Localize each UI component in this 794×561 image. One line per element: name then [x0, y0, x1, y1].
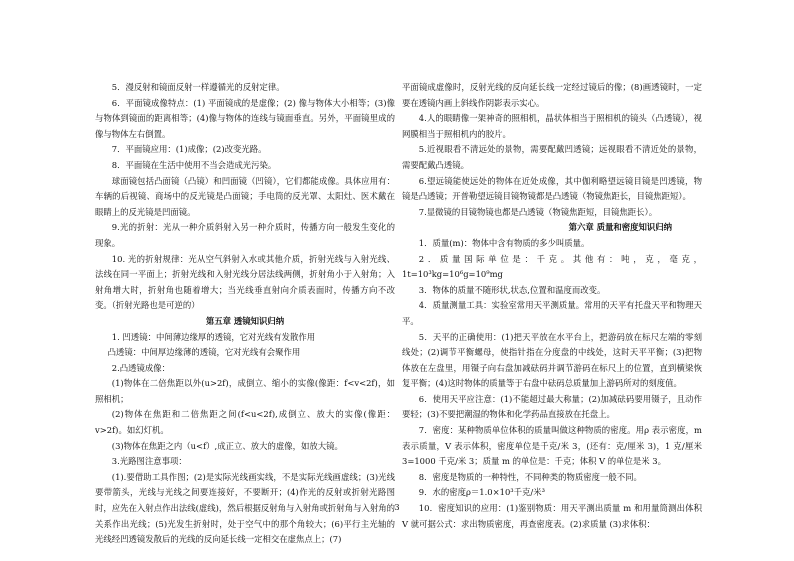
paragraph: 8．平面镜在生活中使用不当会造成光污染。	[111, 159, 277, 170]
paragraph: 7.显微镜的目镜物镜也都是凸透镜（物镜焦距短，目镜焦距长）。	[418, 206, 658, 217]
paragraph: 凸透镜：中间厚边缘薄的透镜，它对光线有会聚作用	[107, 347, 301, 358]
paragraph: (2)物体在焦距和二倍焦距之间(f<u<2f),成倒立、放大的实像(像距：v>2f)。如幻灯机。	[95, 409, 395, 436]
paragraph: 平面镜成虚像时，反射光线的反向延长线一定经过镜后的像；(8)画透镜时，一定要在透镜内画上斜线作阴影表示实心。	[402, 82, 702, 108]
paragraph: 1. 凹透镜：中间薄边缘厚的透镜，它对光线有发散作用	[111, 331, 316, 342]
paragraph: 10. 光的折射规律：光从空气斜射入水或其他介质，折射光线与入射光线、法线在同一平面上；折射光线和入射光线分居法线两侧，折射角小于入射角；入射角增大时，折射角也随着增大；当光线垂直射向介质表面时，传播方向不改变。（折射光路也是可逆的）	[95, 253, 395, 311]
paragraph: (1)物体在二倍焦距以外(u>2f)，成倒立、缩小的实像(像距：f<v<2f)，如照相机；	[95, 378, 395, 404]
paragraph: 3.光路图注意事项：	[111, 456, 187, 467]
paragraph: (1).要借助工具作图；(2)是实际光线画实线，不是实际光线画虚线；(3)光线要带箭头，光线与光线之间要连接好，不要断开；(4)作光的反射或折射光路图时，应先在入射点作出法线(虚线)，然后根据反射角与入射角或折射角与入射角的关系作出光线；(5)光发生折射时，处于空气中的那个角较大；(6)平行主光轴的光线经凹透镜发散后的光线的反向延长线一定相交在虚焦点上；(7)	[95, 471, 395, 545]
paragraph: 3．物体的质量不随形状,状态,位置和温度而改变。	[418, 284, 606, 295]
chapter-5-heading: 第五章 透镜知识归纳	[205, 315, 285, 326]
paragraph: 7．平面镜应用：(1)成像；(2)改变光路。	[111, 144, 267, 155]
paragraph: 6．使用天平应注意：(1)不能超过最大称量；(2)加减砝码要用镊子，且动作要轻；(3)不要把潮湿的物体和化学药品直接放在托盘上。	[402, 393, 702, 420]
paragraph: 10．密度知识的应用：(1)鉴别物质：用天平测出质量 m 和用量筒测出体积 V 就可据公式：求出物质密度，再查密度表。(2)求质量 (3)求体积：	[402, 503, 702, 529]
paragraph: 5．漫反射和镜面反射一样遵循光的反射定律。	[111, 82, 285, 92]
paragraph: 5.近视眼看不清远处的景物，需要配戴凹透镜；远视眼看不清近处的景物，需要配戴凸透镜。	[402, 144, 702, 170]
paragraph: 9.光的折射：光从一种介质斜射入另一种介质时，传播方向一般发生变化的现象。	[95, 222, 395, 248]
paragraph: 8．密度是物质的一种特性，不同种类的物质密度一般不同。	[418, 471, 642, 482]
paragraph: 9．水的密度ρ＝1.0×10³千克/米³	[418, 487, 545, 498]
page-number: 3	[394, 503, 400, 512]
paragraph: 7．密度：某种物质单位体积的质量叫做这种物质的密度。用ρ 表示密度，m 表示质量，V 表示体积，密度单位是千克/米 3，(还有：克/厘米 3)，1 克/厘米 3=1000 千克/米 3；质量 m 的单位是：千克；体积 V 的单位是米 3。	[402, 425, 702, 467]
paragraph: 4．质量测量工具：实验室常用天平测质量。常用的天平有托盘天平和物理天平。	[402, 300, 702, 326]
paragraph: 1．质量(m)：物体中含有物质的多少叫质量。	[418, 237, 590, 248]
paragraph: (3)物体在焦距之内（u<f）,成正立、放大的虚像，如放大镜。	[111, 440, 343, 451]
paragraph: 5．天平的正确使用：(1)把天平放在水平台上，把游码放在标尺左端的零刻线处；(2)调节平衡螺母，使指针指在分度盘的中线处，这时天平平衡；(3)把物体放在左盘里，用镊子向右盘加减砝码并调节游码在标尺上的位置，直到横梁恢复平衡；(4)这时物体的质量等于右盘中砝码总质量加上游码所对的刻度值。	[402, 331, 702, 389]
paragraph: 6.望远镜能使远处的物体在近处成像，其中伽利略望远镜目镜是凹透镜，物镜是凸透镜；开普勒望远镜目镜物镜都是凸透镜（物镜焦距长，目镜焦距短）。	[402, 175, 702, 202]
paragraph: 2.凸透镜成像：	[111, 362, 171, 373]
chapter-6-heading: 第六章 质量和密度知识归纳	[568, 222, 672, 233]
paragraph: 6．平面镜成像特点：(1) 平面镜成的是虚像；(2) 像与物体大小相等；(3)像与物体到镜面的距离相等；(4)像与物体的连线与镜面垂直。另外，平面镜里成的像与物体左右倒置。	[95, 97, 395, 139]
paragraph: 2．质量国际单位是：千克。其他有：吨，克，毫克，1t=10³kg=10⁶g=10⁹mg	[402, 253, 702, 280]
left-column	[95, 80, 395, 548]
paragraph: 4.人的眼睛像一架神奇的照相机，晶状体相当于照相机的镜头（凸透镜），视网膜相当于照相机内的胶片。	[402, 113, 702, 139]
paragraph: 球面镜包括凸面镜（凸镜）和凹面镜（凹镜），它们都能成像。具体应用有：车辆的后视镜、商场中的反光镜是凸面镜；手电筒的反光罩、太阳灶、医术戴在眼睛上的反光镜是凹面镜。	[95, 175, 395, 217]
right-column	[402, 80, 702, 532]
